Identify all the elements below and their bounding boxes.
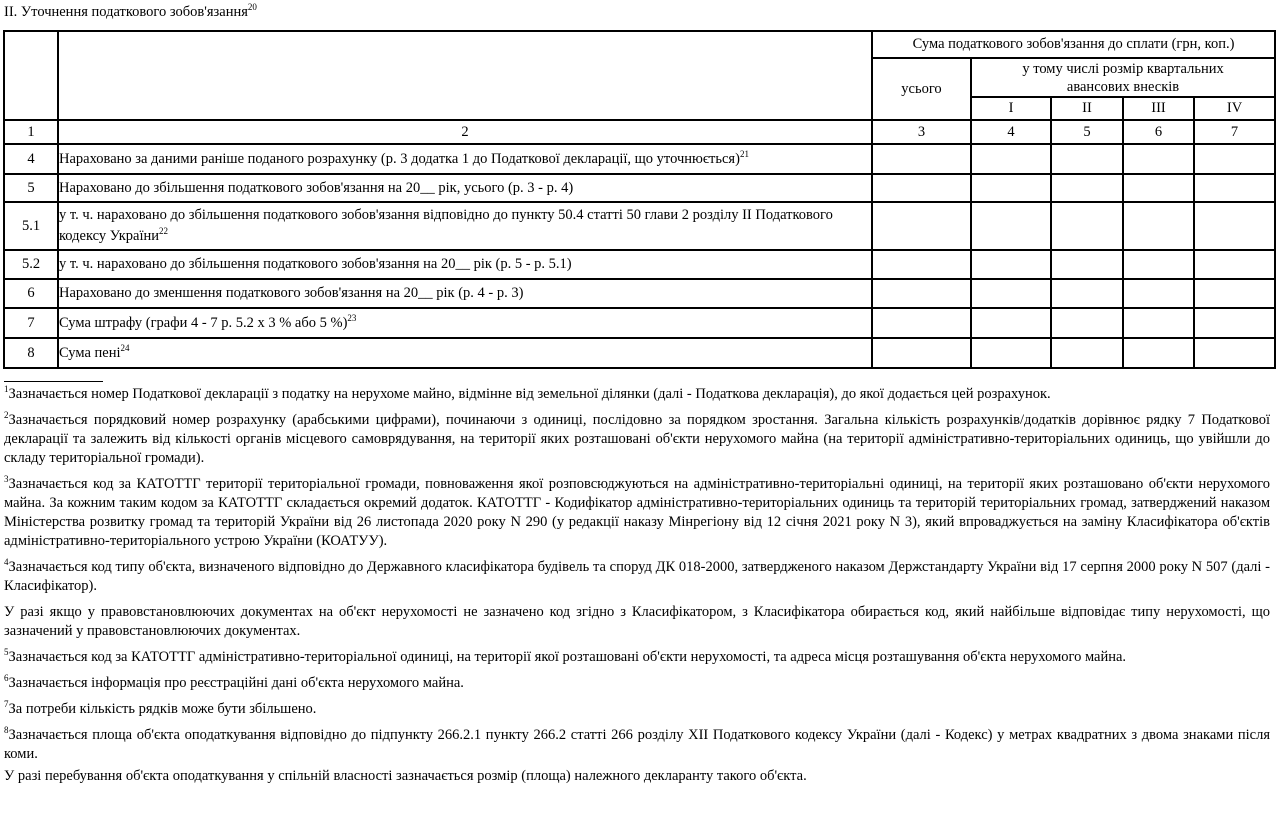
value-cell-q2[interactable]	[1051, 144, 1123, 174]
row-label	[58, 144, 872, 174]
value-cell-q3[interactable]	[1123, 279, 1194, 308]
row-label-text: Нараховано за даними раніше поданого розрахунку (р. 3 додатка 1 до Податкової декларації, що уточнюється)	[59, 150, 740, 167]
value-cell-q1[interactable]	[971, 279, 1051, 308]
footnote-text: Зазначається код типу об'єкта, визначеного відповідно до Державного класифікатора будівель та споруд ДК 018-2000, затвердженого наказом Держстандарту України від 17 серпня 2000 року N 507 (далі - Класифікатор).	[4, 559, 1270, 594]
footnote	[4, 475, 1270, 551]
footnote	[4, 674, 1270, 693]
footnote-ref: 24	[120, 342, 130, 353]
value-cell-q2[interactable]	[1051, 174, 1123, 202]
value-cell-q2[interactable]	[1051, 308, 1123, 338]
column-number: 1	[4, 120, 58, 144]
footnote	[4, 558, 1270, 596]
header-quarter-1: I	[971, 97, 1051, 120]
row-label	[58, 202, 872, 250]
footnote	[4, 648, 1270, 667]
row-label	[58, 338, 872, 368]
header-description-cell	[58, 31, 872, 120]
value-cell-q1[interactable]	[971, 250, 1051, 279]
footnote-number: 4	[4, 557, 9, 568]
column-number: 6	[1123, 120, 1194, 144]
value-cell-total[interactable]	[872, 279, 971, 308]
footnote-text: Зазначається код за КАТОТТГ території територіальної громади, повноваження якої розповсюджуються на адміністративно-територіальні одиниці, на території яких розташовано об'єкти нерухомого майна. За кожним таким кодом за КАТОТТГ складається окремий додаток. КАТОТТГ - Кодифікатор адміністративно-територіальних одиниць та територій територіальних громад, затверджений наказом Міністерства розвитку громад та територій України від 26 листопада 2020 року N 290 (у редакції наказу Мінрегіону від 12 січня 2021 року N 3), який впроваджується на заміну Класифікатора об'єктів адміністративно-територіального устрою України (КОАТУУ).	[4, 476, 1270, 549]
row-label	[58, 308, 872, 338]
footnote-text: Зазначається код за КАТОТТГ адміністративно-територіальної одиниці, на території якої розташовані об'єкти нерухомості, та адреса місця розташування об'єкта нерухомого майна.	[8, 649, 1127, 665]
row-label	[58, 174, 872, 202]
value-cell-q3[interactable]	[1123, 202, 1194, 250]
value-cell-q3[interactable]	[1123, 174, 1194, 202]
row-label-text: Нараховано до зменшення податкового зобов'язання на 20__ рік (р. 4 - р. 3)	[59, 285, 524, 301]
section-title	[4, 4, 257, 21]
column-number: 4	[971, 120, 1051, 144]
value-cell-q4[interactable]	[1194, 308, 1275, 338]
section-title-text: II. Уточнення податкового зобов'язання	[4, 4, 248, 20]
column-number: 5	[1051, 120, 1123, 144]
table-row	[4, 174, 1275, 202]
table-row	[4, 202, 1275, 250]
value-cell-total[interactable]	[872, 308, 971, 338]
row-label-text: у т. ч. нараховано до збільшення податкового зобов'язання на 20__ рік (р. 5 - р. 5.1)	[59, 256, 572, 272]
value-cell-q4[interactable]	[1194, 144, 1275, 174]
header-quarterly-group: у тому числі розмір квартальних авансових внесків	[971, 58, 1275, 97]
value-cell-total[interactable]	[872, 250, 971, 279]
table-row	[4, 338, 1275, 368]
value-cell-q4[interactable]	[1194, 338, 1275, 368]
row-label-text: Сума пені	[59, 344, 121, 361]
row-label-text: Сума штрафу (графи 4 - 7 р. 5.2 x 3 % або 5 %)	[59, 314, 348, 331]
footnote-text: Зазначається порядковий номер розрахунку (арабськими цифрами), починаючи з одиниці, послідовно за порядком зростання. Загальна кількість розрахунків/додатків дорівнює рядку 7 Податкової декларації та залежить від кількості органів місцевого самоврядування, на території яких розташовані об'єкти нерухомого майна (на території адміністративно-територіальних одиниць, що увійшли до складу територіальної громади).	[4, 412, 1270, 466]
row-code: 8	[4, 338, 58, 368]
value-cell-q2[interactable]	[1051, 250, 1123, 279]
footnote-text: У разі якщо у правовстановлюючих документах на об'єкт нерухомості не зазначено код згідно з Класифікатором, з Класифікатора обирається код, який найбільше відповідає типу нерухомості, що зазначений у правовстановлюючих документах.	[4, 604, 1270, 639]
footnote-number: 8	[4, 725, 9, 736]
row-label	[58, 279, 872, 308]
column-number-row	[4, 120, 1275, 144]
value-cell-q3[interactable]	[1123, 308, 1194, 338]
value-cell-q2[interactable]	[1051, 202, 1123, 250]
header-quarter-2: II	[1051, 97, 1123, 120]
value-cell-q3[interactable]	[1123, 338, 1194, 368]
footnote	[4, 700, 1270, 719]
footnote-continuation	[4, 603, 1270, 641]
row-code: 5.2	[4, 250, 58, 279]
value-cell-q4[interactable]	[1194, 250, 1275, 279]
row-code: 7	[4, 308, 58, 338]
value-cell-q3[interactable]	[1123, 250, 1194, 279]
value-cell-total[interactable]	[872, 144, 971, 174]
footnote	[4, 385, 1270, 404]
table-row	[4, 279, 1275, 308]
header-quarter-4: IV	[1194, 97, 1275, 120]
column-number: 7	[1194, 120, 1275, 144]
value-cell-q1[interactable]	[971, 174, 1051, 202]
footnote-text: Зазначається номер Податкової декларації з податку на нерухоме майно, відмінне від земельної ділянки (далі - Податкова декларація), до якої додається цей розрахунок.	[8, 386, 1051, 402]
row-label	[58, 250, 872, 279]
tax-liability-table	[3, 30, 1276, 369]
row-code: 6	[4, 279, 58, 308]
footnote-number: 6	[4, 673, 9, 684]
row-label-text: у т. ч. нараховано до збільшення податкового зобов'язання відповідно до пункту 50.4 статті 50 глави 2 розділу II Податкового кодексу України	[59, 207, 833, 244]
footnote-ref: 22	[159, 226, 169, 237]
value-cell-q1[interactable]	[971, 144, 1051, 174]
table-row	[4, 144, 1275, 174]
row-code: 4	[4, 144, 58, 174]
footnote-number: 2	[4, 410, 9, 421]
value-cell-total[interactable]	[872, 174, 971, 202]
column-number: 2	[58, 120, 872, 144]
value-cell-total[interactable]	[872, 338, 971, 368]
value-cell-total[interactable]	[872, 202, 971, 250]
footnote-ref: 23	[347, 312, 357, 323]
footnote	[4, 411, 1270, 468]
footnote-number: 1	[4, 384, 9, 395]
value-cell-q3[interactable]	[1123, 144, 1194, 174]
value-cell-q4[interactable]	[1194, 202, 1275, 250]
column-number: 3	[872, 120, 971, 144]
footnotes	[4, 385, 1270, 793]
row-label-text: Нараховано до збільшення податкового зобов'язання на 20__ рік, усього (р. 3 - р. 4)	[59, 179, 574, 196]
footnote-text: За потреби кількість рядків може бути збільшено.	[8, 701, 317, 717]
value-cell-q2[interactable]	[1051, 279, 1123, 308]
header-code-cell	[4, 31, 58, 120]
table-row	[4, 308, 1275, 338]
footnote-number: 3	[4, 474, 9, 485]
value-cell-q1[interactable]	[971, 308, 1051, 338]
footnote-ref: 20	[247, 2, 257, 13]
value-cell-q4[interactable]	[1194, 279, 1275, 308]
footnote-separator	[4, 381, 103, 382]
footnote-text: Зазначається інформація про реєстраційні дані об'єкта нерухомого майна.	[8, 675, 464, 691]
footnote	[4, 726, 1270, 764]
footnote-text: У разі перебування об'єкта оподаткування у спільній власності зазначається розмір (площа) належного декларанту такого об'єкта.	[4, 768, 807, 784]
footnote-number: 7	[4, 699, 9, 710]
value-cell-q1[interactable]	[971, 338, 1051, 368]
footnote-text: Зазначається площа об'єкта оподаткування відповідно до підпункту 266.2.1 пункту 266.2 статті 266 розділу XII Податкового кодексу України (далі - Кодекс) у метрах квадратних з двома знаками після коми.	[4, 727, 1270, 762]
table-row	[4, 250, 1275, 279]
header-quarter-3: III	[1123, 97, 1194, 120]
row-code: 5	[4, 174, 58, 202]
row-code: 5.1	[4, 202, 58, 250]
header-sum-group: Сума податкового зобов'язання до сплати (грн, коп.)	[872, 31, 1275, 58]
footnote-ref: 21	[739, 148, 749, 159]
value-cell-q2[interactable]	[1051, 338, 1123, 368]
value-cell-q1[interactable]	[971, 202, 1051, 250]
footnote-number: 5	[4, 647, 9, 658]
value-cell-q4[interactable]	[1194, 174, 1275, 202]
header-total: усього	[872, 58, 971, 120]
footnote-continuation	[4, 767, 1270, 786]
